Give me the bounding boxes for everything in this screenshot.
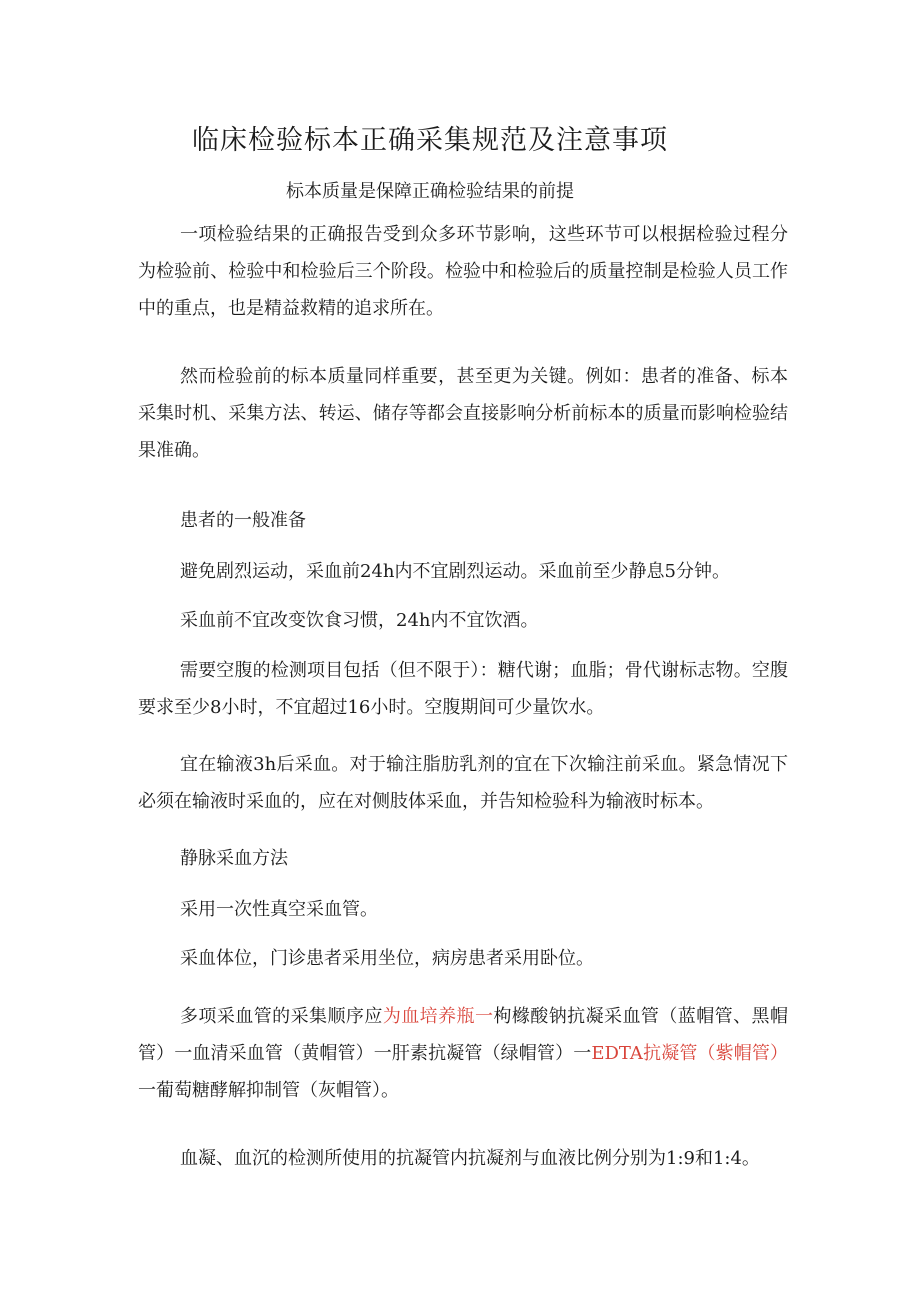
paragraph-diet: 采血前不宜改变饮食习惯，24h内不宜饮酒。 — [180, 610, 539, 631]
paragraph-intro: 一项检验结果的正确报告受到众多环节影响，这些环节可以根据检验过程分为检验前、检验中和检验后三个阶段。检验中和检验后的质量控制是检验人员工作中的重点，也是精益救精的追求所在。 — [138, 224, 788, 319]
tube-order-highlight-edta: EDTA抗凝管（紫帽管） — [591, 1043, 789, 1064]
paragraph-anticoagulant-ratio: 血凝、血沉的检测所使用的抗凝管内抗凝剂与血液比例分别为1:9和1:4。 — [180, 1148, 760, 1169]
paragraph-tube-order — [138, 998, 788, 1109]
paragraph-fasting: 需要空腹的检测项目包括（但不限于）：糖代谢；血脂；骨代谢标志物。空腹要求至少8小时，不宜超过16小时。空腹期间可少量饮水。 — [138, 660, 788, 718]
paragraph-preanalytic: 然而检验前的标本质量同样重要，甚至更为关键。例如：患者的准备、标本采集时机、采集方法、转运、储存等都会直接影响分析前标本的质量而影响检验结果准确。 — [138, 366, 788, 461]
paragraph-exercise: 避免剧烈运动，采血前24h内不宜剧烈运动。采血前至少静息5分钟。 — [180, 561, 730, 582]
document-subtitle: 标本质量是保障正确检验结果的前提 — [286, 181, 574, 202]
paragraph-position: 采血体位，门诊患者采用坐位，病房患者采用卧位。 — [180, 948, 594, 969]
tube-order-text-3: 一葡萄糖酵解抑制管（灰帽管）。 — [138, 1080, 399, 1101]
paragraph-infusion: 宜在输液3h后采血。对于输注脂肪乳剂的宜在下次输注前采血。紧急情况下必须在输液时采血的，应在对侧肢体采血，并告知检验科为输液时标本。 — [138, 754, 788, 812]
paragraph-vacuum-tube: 采用一次性真空采血管。 — [180, 899, 378, 920]
document-title: 临床检验标本正确采集规范及注意事项 — [192, 125, 668, 156]
section-heading-patient-prep: 患者的一般准备 — [180, 510, 306, 531]
tube-order-text-2: 枸橼酸钠抗凝采血管（蓝帽管、黑帽管）一血清采血管（黄帽管）一肝素抗凝管（绿帽管）一 — [138, 1006, 788, 1064]
tube-order-highlight-blood-culture: 为血培养瓶一 — [382, 1006, 494, 1027]
tube-order-text-1: 多项采血管的采集顺序应 — [180, 1006, 383, 1027]
section-heading-venipuncture: 静脉采血方法 — [180, 848, 288, 869]
